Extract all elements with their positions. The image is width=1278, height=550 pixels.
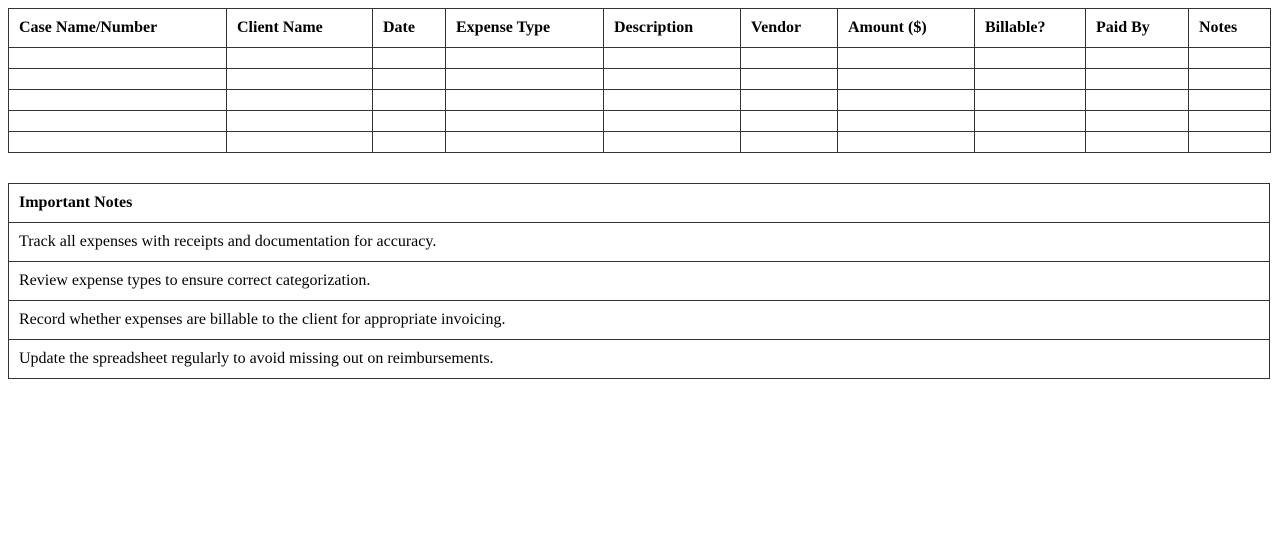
- table-cell[interactable]: [741, 90, 838, 111]
- notes-header-row: [9, 184, 1270, 223]
- table-cell[interactable]: [9, 111, 227, 132]
- note-item: Track all expenses with receipts and documentation for accuracy.: [9, 223, 1270, 262]
- table-cell[interactable]: [604, 69, 741, 90]
- table-cell[interactable]: [1086, 132, 1189, 153]
- table-cell[interactable]: [446, 90, 604, 111]
- table-cell[interactable]: [604, 90, 741, 111]
- note-item: Record whether expenses are billable to the client for appropriate invoicing.: [9, 301, 1270, 340]
- table-row: [9, 132, 1271, 153]
- note-item: Review expense types to ensure correct categorization.: [9, 262, 1270, 301]
- notes-row: [9, 340, 1270, 379]
- notes-row: [9, 301, 1270, 340]
- table-cell[interactable]: [975, 90, 1086, 111]
- column-header-case-name: Case Name/Number: [9, 9, 227, 48]
- table-cell[interactable]: [227, 90, 373, 111]
- column-header-notes: Notes: [1189, 9, 1271, 48]
- table-cell[interactable]: [373, 111, 446, 132]
- header-row: [9, 9, 1271, 48]
- column-header-description: Description: [604, 9, 741, 48]
- table-cell[interactable]: [741, 111, 838, 132]
- table-cell[interactable]: [975, 132, 1086, 153]
- column-header-date: Date: [373, 9, 446, 48]
- table-cell[interactable]: [1189, 69, 1271, 90]
- notes-heading: Important Notes: [9, 184, 1270, 223]
- table-cell[interactable]: [373, 90, 446, 111]
- table-cell[interactable]: [975, 69, 1086, 90]
- table-cell[interactable]: [227, 132, 373, 153]
- table-cell[interactable]: [838, 90, 975, 111]
- column-header-vendor: Vendor: [741, 9, 838, 48]
- table-cell[interactable]: [975, 48, 1086, 69]
- column-header-paid-by: Paid By: [1086, 9, 1189, 48]
- table-cell[interactable]: [9, 132, 227, 153]
- table-cell[interactable]: [1189, 132, 1271, 153]
- notes-row: [9, 262, 1270, 301]
- table-cell[interactable]: [838, 69, 975, 90]
- table-cell[interactable]: [446, 132, 604, 153]
- table-cell[interactable]: [9, 69, 227, 90]
- table-cell[interactable]: [373, 69, 446, 90]
- table-cell[interactable]: [446, 111, 604, 132]
- note-item: Update the spreadsheet regularly to avoid missing out on reimbursements.: [9, 340, 1270, 379]
- table-cell[interactable]: [741, 132, 838, 153]
- notes-row: [9, 223, 1270, 262]
- table-cell[interactable]: [373, 48, 446, 69]
- table-cell[interactable]: [1086, 48, 1189, 69]
- table-cell[interactable]: [9, 90, 227, 111]
- table-cell[interactable]: [604, 111, 741, 132]
- table-cell[interactable]: [227, 48, 373, 69]
- table-cell[interactable]: [838, 48, 975, 69]
- table-cell[interactable]: [1189, 48, 1271, 69]
- table-cell[interactable]: [1086, 69, 1189, 90]
- table-cell[interactable]: [604, 48, 741, 69]
- table-cell[interactable]: [741, 69, 838, 90]
- table-cell[interactable]: [446, 69, 604, 90]
- table-cell[interactable]: [838, 132, 975, 153]
- table-cell[interactable]: [1086, 90, 1189, 111]
- column-header-billable: Billable?: [975, 9, 1086, 48]
- table-cell[interactable]: [741, 48, 838, 69]
- table-cell[interactable]: [838, 111, 975, 132]
- table-cell[interactable]: [9, 48, 227, 69]
- table-cell[interactable]: [227, 111, 373, 132]
- table-row: [9, 48, 1271, 69]
- table-row: [9, 111, 1271, 132]
- table-cell[interactable]: [975, 111, 1086, 132]
- table-cell[interactable]: [1189, 90, 1271, 111]
- table-cell[interactable]: [227, 69, 373, 90]
- table-cell[interactable]: [1189, 111, 1271, 132]
- important-notes-table: [8, 183, 1270, 379]
- table-cell[interactable]: [1086, 111, 1189, 132]
- column-header-client-name: Client Name: [227, 9, 373, 48]
- table-cell[interactable]: [446, 48, 604, 69]
- table-row: [9, 90, 1271, 111]
- table-row: [9, 69, 1271, 90]
- column-header-amount: Amount ($): [838, 9, 975, 48]
- table-cell[interactable]: [373, 132, 446, 153]
- table-cell[interactable]: [604, 132, 741, 153]
- expense-table: [8, 8, 1271, 153]
- column-header-expense-type: Expense Type: [446, 9, 604, 48]
